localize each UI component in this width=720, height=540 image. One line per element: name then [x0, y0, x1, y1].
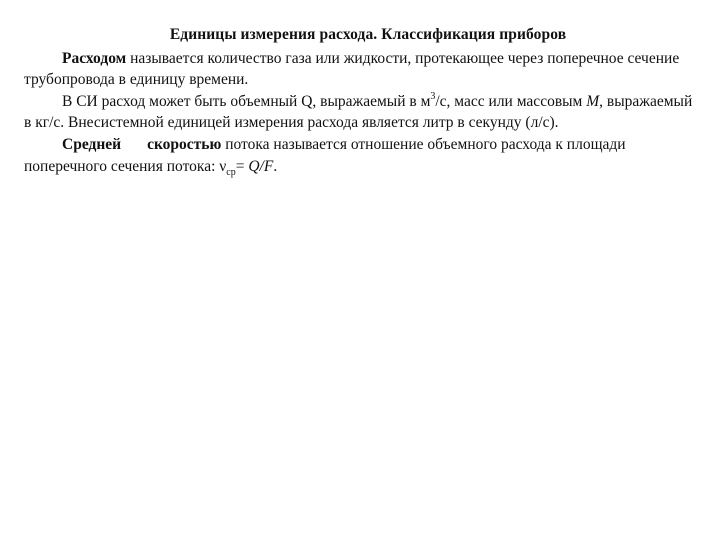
- formula: Q/F: [248, 157, 274, 175]
- term-mean: Средней: [62, 135, 122, 153]
- slide-title: Единицы измерения расхода. Классификация приборов: [169, 26, 567, 43]
- term-flow: Расходом: [62, 49, 127, 67]
- paragraph-mean-velocity: [24, 134, 700, 177]
- slide-body: [24, 24, 700, 177]
- paragraph-text: , выражаемый в кг/с. Внесистемной единицей измерения расхода является литр в секунду (л/с).: [24, 92, 693, 132]
- term-velocity: скоростью: [147, 135, 222, 153]
- paragraph-text: называется количество газа или жидкости, протекающее через поперечное сечение трубопровода в единицу времени.: [24, 49, 680, 89]
- paragraph-text: .: [273, 157, 278, 175]
- paragraph-si-units: [24, 91, 700, 134]
- paragraph-text: =: [235, 157, 249, 175]
- variable-m: M: [586, 92, 600, 110]
- subscript: ср: [226, 166, 236, 178]
- paragraph-text: потока называется отношение объемного расхода к площади поперечного сечения потока: ν: [24, 135, 626, 175]
- paragraph-text: /с, масс или массовым: [435, 92, 587, 110]
- superscript: 3: [430, 90, 436, 102]
- paragraph-text: В СИ расход может быть объемный Q, выражаемый в м: [62, 92, 431, 110]
- paragraph-flow-definition: [24, 48, 700, 91]
